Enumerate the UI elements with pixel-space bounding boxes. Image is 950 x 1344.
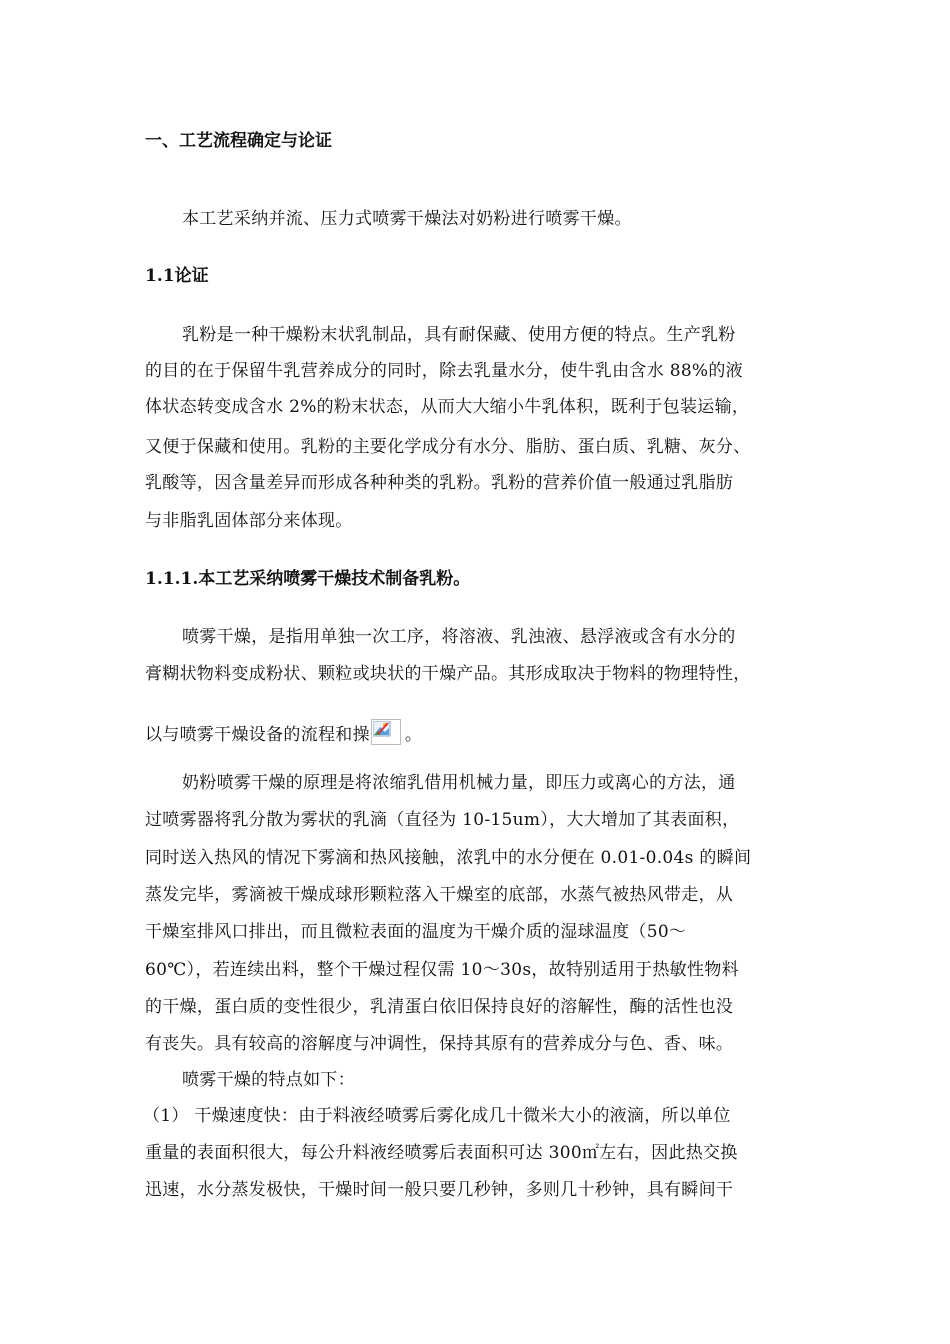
- line-text-before-image: 以与喷雾干燥设备的流程和操: [145, 725, 370, 745]
- paragraph-line: 同时送入热风的情况下雾滴和热风接触，浓乳中的水分便在 0.01-0.04s 的瞬间: [145, 848, 752, 868]
- paragraph-line: 有丧失。具有较高的溶解度与冲调性，保持其原有的营养成分与色、香、味。: [145, 1034, 734, 1054]
- paragraph-line: 膏糊状物料变成粉状、颗粒或块状的干燥产品。其形成取决于物料的物理特性，: [145, 664, 751, 684]
- heading-1-1-1: 1.1.1.本工艺采纳喷雾干燥技术制备乳粉。: [145, 569, 471, 589]
- paragraph-line: 乳酸等，因含量差异而形成各种种类的乳粉。乳粉的营养价值一般通过乳脂肪: [145, 473, 734, 493]
- broken-image-icon: [371, 719, 401, 745]
- paragraph-line: 与非脂乳固体部分来体现。: [145, 511, 353, 531]
- paragraph-line: 又便于保藏和使用。乳粉的主要化学成分有水分、脂肪、蛋白质、乳糖、灰分、: [145, 437, 751, 457]
- paragraph-line: 蒸发完毕，雾滴被干燥成球形颗粒落入干燥室的底部，水蒸气被热风带走，从: [145, 885, 734, 905]
- intro-paragraph: 本工艺采纳并流、压力式喷雾干燥法对奶粉进行喷雾干燥。: [182, 209, 632, 229]
- features-intro: 喷雾干燥的特点如下：: [182, 1070, 355, 1090]
- paragraph-line-with-image: [145, 719, 422, 745]
- paragraph-line: （1） 干燥速度快：由于料液经喷雾后雾化成几十微米大小的液滴，所以单位: [143, 1106, 731, 1126]
- paragraph-line: 的目的在于保留牛乳营养成分的同时，除去乳量水分，使牛乳由含水 88%的液: [145, 361, 743, 381]
- paragraph-line: 过喷雾器将乳分散为雾状的乳滴（直径为 10-15um），大大增加了其表面积，: [145, 810, 740, 830]
- line-text-after-image: 。: [404, 725, 423, 745]
- paragraph-line: 体状态转变成含水 2%的粉末状态，从而大大缩小牛乳体积，既利于包装运输，: [145, 397, 750, 417]
- paragraph-line: 奶粉喷雾干燥的原理是将浓缩乳借用机械力量，即压力或离心的方法，通: [182, 773, 736, 793]
- paragraph-line: 干燥室排风口排出，而且微粒表面的温度为干燥介质的湿球温度（50～: [145, 922, 687, 942]
- paragraph-line: 乳粉是一种干燥粉末状乳制品，具有耐保藏、使用方便的特点。生产乳粉: [182, 325, 736, 345]
- paragraph-line: 的干燥，蛋白质的变性很少，乳清蛋白依旧保持良好的溶解性，酶的活性也没: [145, 997, 734, 1017]
- section-title: 一、工艺流程确定与论证: [145, 131, 332, 151]
- paragraph-line: 喷雾干燥，是指用单独一次工序，将溶液、乳浊液、悬浮液或含有水分的: [182, 627, 736, 647]
- heading-1-1: 1.1论证: [145, 266, 209, 286]
- paragraph-line: 60℃），若连续出料，整个干燥过程仅需 10～30s，故特别适用于热敏性物料: [145, 960, 739, 980]
- paragraph-line: 迅速，水分蒸发极快，干燥时间一般只要几秒钟，多则几十秒钟，具有瞬间干: [145, 1180, 734, 1200]
- paragraph-line: 重量的表面积很大，每公升料液经喷雾后表面积可达 300㎡左右，因此热交换: [145, 1143, 738, 1163]
